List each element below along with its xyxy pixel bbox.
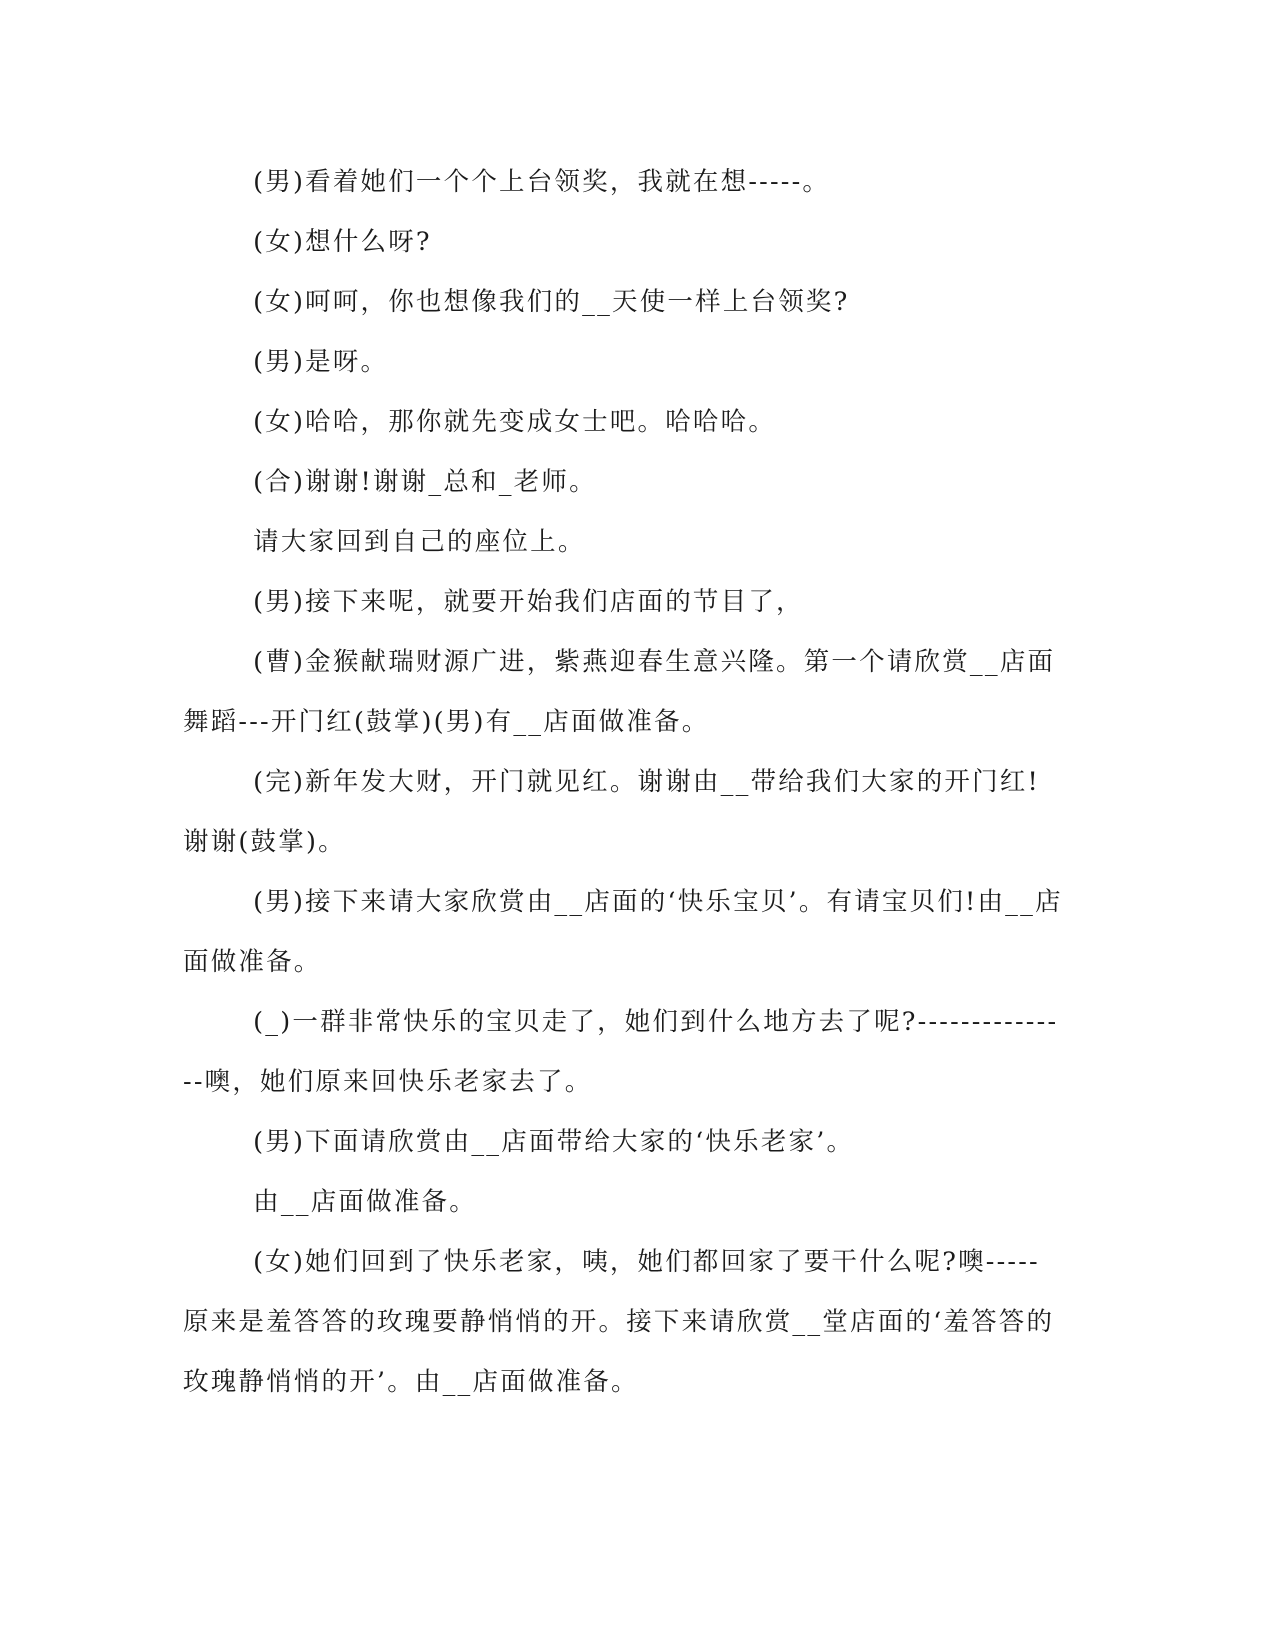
paragraph: (女)哈哈，那你就先变成女士吧。哈哈哈。 <box>253 407 777 437</box>
paragraph: (_)一群非常快乐的宝贝走了，她们到什么地方去了呢?---------------噢，她们原来回快乐老家去了。 <box>183 1007 1059 1097</box>
paragraph: (男)下面请欣赏由__店面带给大家的‘快乐老家’。 <box>253 1127 855 1157</box>
paragraph: (男)看着她们一个个上台领奖，我就在想-----。 <box>253 167 831 197</box>
paragraph: 由__店面做准备。 <box>253 1187 477 1217</box>
paragraph: (女)呵呵，你也想像我们的__天使一样上台领奖? <box>253 287 850 317</box>
paragraph: (女)想什么呀? <box>253 227 432 257</box>
paragraph: (女)她们回到了快乐老家，咦，她们都回家了要干什么呢?噢-----原来是羞答答的玫瑰要静悄悄的开。接下来请欣赏__堂店面的‘羞答答的玫瑰静悄悄的开’。由__店面做准备。 <box>183 1247 1055 1397</box>
paragraph: (完)新年发大财，开门就见红。谢谢由__带给我们大家的开门红!谢谢(鼓掌)。 <box>183 767 1040 857</box>
paragraph: (合)谢谢!谢谢_总和_老师。 <box>253 467 597 497</box>
paragraph: (男)接下来请大家欣赏由__店面的‘快乐宝贝’。有请宝贝们!由__店面做准备。 <box>183 887 1063 977</box>
paragraph: (男)接下来呢，就要开始我们店面的节目了， <box>253 587 804 617</box>
document-body <box>183 152 1063 1412</box>
paragraph: (曹)金猴献瑞财源广进，紫燕迎春生意兴隆。第一个请欣赏__店面舞蹈---开门红(鼓掌)(男)有__店面做准备。 <box>183 647 1056 737</box>
paragraph: 请大家回到自己的座位上。 <box>253 527 586 557</box>
paragraph: (男)是呀。 <box>253 347 389 377</box>
